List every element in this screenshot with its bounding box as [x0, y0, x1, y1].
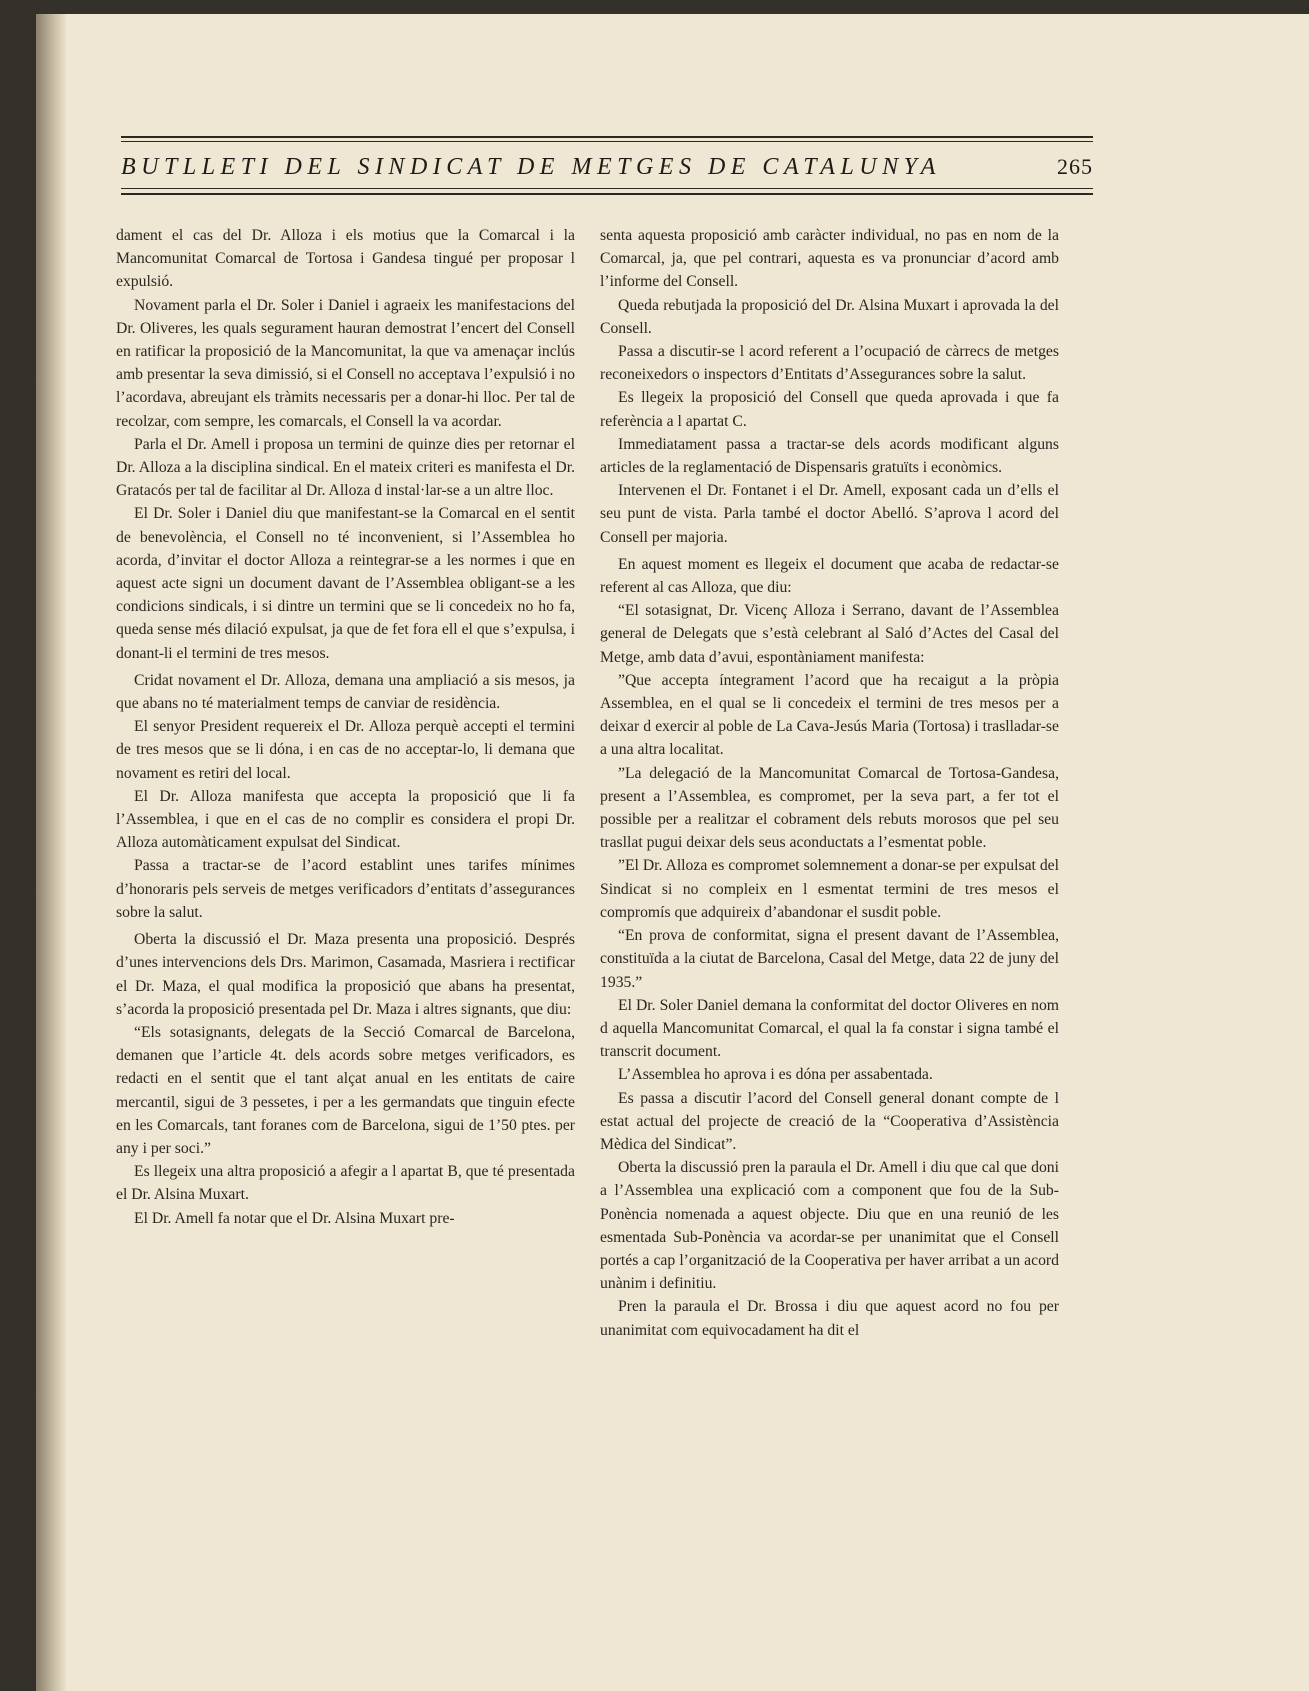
paragraph: El Dr. Soler i Daniel diu que manifestant-se la Comarcal en el sentit de benevolència, el Consell no té inconvenient, si l’Assemblea ho acorda, d’invitar el doctor Alloza a reintegrar-se a les normes i que en aquest acte signi un document davant de l’Assemblea obligant-se a les condicions sindicals, i si dintre un termini que se li concedeix no ho fa, queda sense més dilació expulsat, ja que de fet fora ell el que s’expulsa, i donant-li el termini de tres mesos.: [116, 505, 575, 662]
header-bottom-rule: [121, 193, 1093, 195]
paragraph: Es passa a discutir l’acord del Consell general donant compte de l estat actual del projecte de creació de la “Cooperativa d’Assistència Mèdica del Sindicat”.: [600, 1089, 1059, 1153]
left-column: [116, 224, 575, 1230]
paragraph: Oberta la discussió pren la paraula el Dr. Amell i diu que cal que doni a l’Assemblea una explicació com a component que fou de la Sub-Ponència nomenada a aquest objecte. Diu que en una reunió de les esmentada Sub-Ponència va acordar-se per unanimitat que el Consell portés a cap l’organització de la Cooperativa per haver arribat a un acord unànim i definitiu.: [600, 1159, 1059, 1293]
paragraph: Passa a tractar-se de l’acord establint unes tarifes mínimes d’honoraris pels serveis de metges verificadors d’entitats d’assegurances sobre la salut.: [116, 857, 575, 921]
header-bottom-rule-thin: [121, 188, 1093, 189]
header-title-row: [121, 154, 1093, 180]
paragraph: Es llegeix la proposició del Consell que queda aprovada i que fa referència a l apartat C.: [600, 389, 1059, 430]
running-header: [121, 136, 1093, 198]
paragraph: El Dr. Soler Daniel demana la conformitat del doctor Oliveres en nom d aquella Mancomunitat Comarcal, el qual la fa constar i signa també el transcrit document.: [600, 996, 1059, 1061]
paragraph: Cridat novament el Dr. Alloza, demana una ampliació a sis mesos, ja que abans no té materialment temps de canviar de residència.: [116, 671, 575, 713]
book-gutter-shadow: [36, 14, 66, 1691]
paragraph: En aquest moment es llegeix el document que acaba de redactar-se referent al cas Alloza, que diu:: [600, 555, 1059, 597]
right-column: [600, 224, 1059, 1342]
paragraph: ”El Dr. Alloza es compromet solemnement a donar-se per expulsat del Sindicat si no compleix en l esmentat termini de tres mesos el compromís que adquireix d’abandonar el susdit poble.: [600, 857, 1059, 921]
paragraph: Pren la paraula el Dr. Brossa i diu que aquest acord no fou per unanimitat com equivocadament ha dit el: [600, 1298, 1059, 1339]
paragraph: senta aquesta proposició amb caràcter individual, no pas en nom de la Comarcal, ja, que pel contrari, aquesta es va pronunciar d’acord amb l’informe del Consell.: [600, 227, 1059, 291]
paragraph: Es llegeix una altra proposició a afegir a l apartat B, que té presentada el Dr. Alsina Muxart.: [116, 1163, 575, 1204]
paragraph: ”La delegació de la Mancomunitat Comarcal de Tortosa-Gandesa, present a l’Assemblea, es compromet, per la seva part, a fer tot el possible per a realitzar el cobrament dels rebuts morosos que pel seu trasllat pugui deixar dels seus aconductats a l’esmentat poble.: [600, 764, 1059, 852]
paragraph: “En prova de conformitat, signa el present davant de l’Assemblea, constituïda a la ciutat de Barcelona, Casal del Metge, data 22 de juny del 1935.”: [600, 927, 1059, 991]
paragraph: Passa a discutir-se l acord referent a l’ocupació de càrrecs de metges reconeixedors o inspectors d’Entitats d’Assegurances sobre la salut.: [600, 343, 1059, 384]
paragraph: El senyor President requereix el Dr. Alloza perquè accepti el termini de tres mesos que se li dóna, i en cas de no acceptar-lo, li demana que novament es retiri del local.: [116, 718, 575, 782]
page-number: 265: [1057, 154, 1093, 179]
paragraph: Novament parla el Dr. Soler i Daniel i agraeix les manifestacions del Dr. Oliveres, les quals segurament hauran demostrat l’encert del Consell en ratificar la proposició de la Mancomunitat, la que va amenaçar inclús amb presentar la seva dimissió, si el Consell no acceptava l’expulsió i no l’acordava, abreujant els tràmits necessaris per a donar-hi lloc. Per tal de recolzar, com sempre, les comarcals, el Consell la va acordar.: [116, 296, 575, 430]
paragraph: “Els sotasignants, delegats de la Secció Comarcal de Barcelona, demanen que l’article 4t. dels acords sobre metges verificadors, es redacti en el sentit que el tant alçat anual en les entitats de caire mercantil, sigui de 3 pessetes, i per a les germandats que tinguin efecte en les Comarcals, tant foranes com de Barcelona, sigui de 1’50 ptes. per any i per soci.”: [116, 1023, 575, 1157]
paragraph: El Dr. Alloza manifesta que accepta la proposició que li fa l’Assemblea, i que en el cas de no complir es considera el propi Dr. Alloza automàticament expulsat del Sindicat.: [116, 787, 575, 852]
paragraph: L’Assemblea ho aprova i es dóna per assabentada.: [618, 1066, 933, 1084]
paragraph: El Dr. Amell fa notar que el Dr. Alsina Muxart pre-: [134, 1209, 455, 1227]
paragraph: Oberta la discussió el Dr. Maza presenta una proposició. Després d’unes intervencions dels Drs. Marimon, Casamada, Masriera i rectificar el Dr. Maza, el qual modifica la proposició que abans ha presentat, s’acorda la proposició presentada pel Dr. Maza i altres signants, que diu:: [116, 931, 575, 1018]
paragraph: ”Que accepta íntegrament l’acord que ha recaigut a la pròpia Assemblea, en el qual se li concedeix el termini de tres mesos per a deixar d exercir al poble de La Cava-Jesús Maria (Tortosa) i traslladar-se a una altra localitat.: [600, 671, 1059, 759]
header-top-rule-thin: [121, 141, 1093, 142]
header-top-rule: [121, 136, 1093, 138]
paragraph: Immediatament passa a tractar-se dels acords modificant alguns articles de la reglamentació de Dispensaris gratuïts i econòmics.: [600, 435, 1059, 477]
paragraph: “El sotasignat, Dr. Vicenç Alloza i Serrano, davant de l’Assemblea general de Delegats que s’està celebrant al Saló d’Actes del Casal del Metge, amb data d’avui, espontàniament manifesta:: [600, 602, 1059, 666]
running-title: BUTLLETI DEL SINDICAT DE METGES DE CATALUNYA: [121, 153, 941, 180]
paragraph: dament el cas del Dr. Alloza i els motius que la Comarcal i la Mancomunitat Comarcal de Tortosa i Gandesa tingué per proposar l expulsió.: [116, 227, 575, 291]
paragraph: Queda rebutjada la proposició del Dr. Alsina Muxart i aprovada la del Consell.: [600, 296, 1059, 337]
paragraph: Intervenen el Dr. Fontanet i el Dr. Amell, exposant cada un d’ells el seu punt de vista. Parla també el doctor Abelló. S’aprova l acord del Consell per majoria.: [600, 482, 1059, 546]
paragraph: Parla el Dr. Amell i proposa un termini de quinze dies per retornar el Dr. Alloza a la disciplina sindical. En el mateix criteri es manifesta el Dr. Gratacós per tal de facilitar al Dr. Alloza d instal·lar-se a un altre lloc.: [116, 435, 575, 500]
journal-page: [36, 14, 1309, 1691]
